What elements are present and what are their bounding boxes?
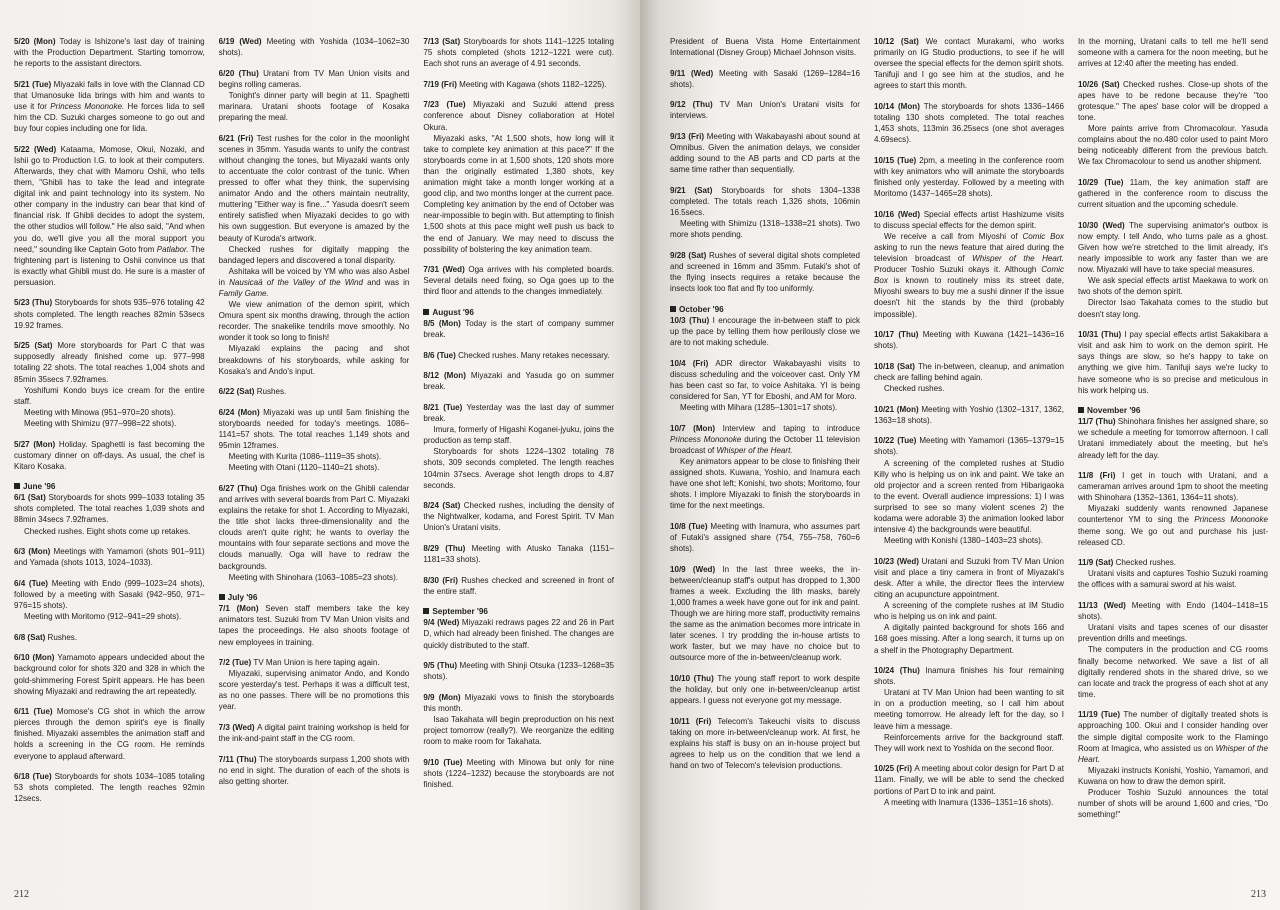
entry-paragraph: Meeting with Otani (1120–1140=21 shots). <box>228 463 380 473</box>
diary-entry <box>670 564 860 664</box>
diary-entry <box>219 754 410 787</box>
entry-date: 9/4 (Wed) <box>423 618 462 628</box>
square-bullet-icon <box>14 483 20 489</box>
entry-date: 6/20 (Thu) <box>218 68 264 78</box>
entry-date: 7/11 (Thu) <box>218 754 260 764</box>
entry-paragraph: 6/24 (Mon) Miyazaki was up until 5am finishing the storyboards needed for today's meetings. 1086–1141=57 shots. The total reaches 1,149 shots and 95min 12frames. <box>218 407 410 451</box>
entry-paragraph: 10/31 (Thu) I pay special effects artist Sakakibara a visit and ask him to work on the demon spirit. He says things are slow, so he's happy to take on anything we give him. Tanifuji says we're lucky to have someone who is so precise and meticulous in his work helping us. <box>1078 330 1268 395</box>
entry-paragraph: In the morning, Uratani calls to tell me he'll send someone with a camera for the noon meeting, but he arrives at 12:40 after the meeting has ended. <box>1078 37 1268 69</box>
entry-paragraph: 6/18 (Tue) Storyboards for shots 1034–1085 totaling 53 shots completed. The length reaches 92min 12secs. <box>14 772 205 804</box>
entry-date: 9/11 (Wed) <box>670 68 719 78</box>
entry-paragraph: The computers in the production and CG rooms finally become networked. We save a list of all digitally rendered shots in the shared drive, so we can locate and track the progress of each shot at any time. <box>1078 645 1268 699</box>
entry-date: 9/9 (Mon) <box>423 692 465 702</box>
entry-paragraph: 10/7 (Mon) Interview and taping to introduce Princess Mononoke during the October 11 television broadcast of Whisper of the Heart. <box>670 423 860 455</box>
entry-paragraph: 10/11 (Fri) Telecom's Takeuchi visits to discuss taking on more in-between/cleanup work. At first, he explains his staff is busy on an in-house project but agrees to help us on the condition that we lend a hand on two of Telecom's television productions. <box>670 716 860 771</box>
month-heading-text: September '96 <box>432 607 488 617</box>
month-heading <box>1078 405 1268 416</box>
entry-date: 10/9 (Wed) <box>670 564 723 574</box>
entry-paragraph: 11/19 (Tue) The number of digitally treated shots is approaching 100. Okui and I consider handing over the simple digital composite work to the Flamingo Room at Imagica, who assisted us on Whisper of the Heart. <box>1078 710 1268 764</box>
entry-paragraph: 6/10 (Mon) Yamamoto appears undecided about the background color for shots 320 and 328 in which the gold-shimmering Forest Spirit appears. He has been showing Miyazaki and redrawing the art repeatedly. <box>14 653 205 696</box>
diary-entry <box>1078 470 1268 548</box>
diary-entry <box>219 657 410 712</box>
month-heading-text: October '96 <box>679 304 724 314</box>
entry-date: 10/17 (Thu) <box>874 330 923 340</box>
entry-paragraph: 8/21 (Tue) Yesterday was the last day of summer break. <box>423 402 615 424</box>
entry-paragraph: 5/20 (Mon) Today is Ishizone's last day of training with the Production Department. Starting tomorrow, he reports to the assistant directors. <box>14 37 205 69</box>
diary-entry <box>874 209 1064 320</box>
entry-paragraph: 6/27 (Thu) Oga finishes work on the Ghibli calendar and arrives with several boards from Part C. Miyazaki explains the retake for shot 1. According to Miyazaki, the title shot lacks three-dimensionality and the clouds aren't quite right; he wants to overlay the mountains with four separate sections and move the clouds manually. Oga will have to redraw the backgrounds. <box>218 483 410 571</box>
diary-entry <box>1078 36 1268 69</box>
entry-date: 10/8 (Tue) <box>670 521 711 531</box>
entry-date: 10/4 (Fri) <box>670 358 716 368</box>
entry-date: 6/10 (Mon) <box>14 653 58 663</box>
entry-date: 5/21 (Tue) <box>14 79 54 89</box>
entry-date: 7/1 (Mon) <box>218 604 266 614</box>
entry-paragraph: 10/26 (Sat) Checked rushes. Close-up shots of the apes have to be redone because they're "too grotesque." The apes' base color will be dropped a tone. <box>1078 79 1268 123</box>
entry-date: 10/30 (Wed) <box>1078 220 1130 230</box>
entry-paragraph: 11/9 (Sat) Checked rushes. <box>1078 558 1176 568</box>
entry-paragraph: Meeting with Kurita (1086–1119=35 shots). <box>228 452 382 462</box>
entry-paragraph: 10/8 (Tue) Meeting with Inamura, who assumes part of Futaki's assigned share (754, 755–758, 760=6 shots). <box>670 521 860 553</box>
entry-paragraph: 9/4 (Wed) Miyazaki redraws pages 22 and 26 in Part D, which had already been finished. The changes are quickly distributed to the staff. <box>423 618 615 650</box>
diary-entry <box>423 350 614 361</box>
entry-paragraph: Miyazaki, supervising animator Ando, and Kondo score yesterday's test. Perhaps it was a difficult test, as no one passes. There will be no promotions this year. <box>218 669 410 712</box>
entry-date: 7/13 (Sat) <box>423 37 464 46</box>
entry-paragraph: A meeting with Inamura (1336–1351=16 shots). <box>884 797 1054 807</box>
entry-paragraph: 10/14 (Mon) The storyboards for shots 1336–1466 totaling 130 shots completed. The total reaches 1,453 shots, 113min 36.25secs (one shot averages 4.69secs). <box>874 101 1064 145</box>
entry-paragraph: 8/24 (Sat) Checked rushes, including the density of the Nightwalker, kodama, and Forest Spirit. TV Man Union's Uratani visits. <box>423 501 615 533</box>
entry-paragraph: 8/5 (Mon) Today is the start of company summer break. <box>423 318 614 340</box>
entry-date: 5/20 (Mon) <box>14 37 60 46</box>
entry-paragraph: 10/3 (Thu) I encourage the in-between staff to pick up the pace by telling them how perilously close we are to not making schedule. <box>670 315 860 347</box>
entry-paragraph: Miyazaki instructs Konishi, Yoshio, Yamamori, and Kuwana on how to draw the demon spirit. <box>1078 765 1268 786</box>
diary-entry <box>1078 709 1268 820</box>
entry-paragraph: 7/19 (Fri) Meeting with Kagawa (shots 1182–1225). <box>423 79 607 89</box>
entry-paragraph: 9/13 (Fri) Meeting with Wakabayashi about sound at Omnibus. Given the animation delays, we consider adding sound to the AB parts and CD parts at the same time rather than sequentially. <box>670 132 860 175</box>
entry-date: 9/13 (Fri) <box>670 132 707 142</box>
square-bullet-icon <box>219 594 225 600</box>
entry-paragraph: 7/2 (Tue) TV Man Union is here taping again. <box>218 658 380 668</box>
entry-date: 8/6 (Tue) <box>423 350 459 360</box>
diary-entry <box>670 673 860 706</box>
diary-entry <box>219 483 410 583</box>
diary-entry <box>219 603 410 647</box>
entry-paragraph: 7/1 (Mon) Seven staff members take the key animators test. Suzuki from TV Man Union visits and tapes the proceedings. He also shoots footage of new employees in training. <box>218 604 410 647</box>
entry-paragraph: Producer Toshio Suzuki announces the total number of shots will be around 1,600 and cries, "Do something!" <box>1078 788 1268 820</box>
diary-entry <box>1078 79 1268 168</box>
month-heading <box>219 592 410 603</box>
entry-paragraph: Meeting with Shinohara (1063–1085=23 shots). <box>228 572 398 582</box>
diary-entry <box>874 665 1064 754</box>
entry-date: 11/9 (Sat) <box>1078 558 1116 568</box>
diary-entry <box>874 361 1064 394</box>
entry-paragraph: 6/1 (Sat) Storyboards for shots 999–1033 totaling 35 shots completed. The total reaches 1,039 shots and 88min 34secs 7.92frames. <box>14 493 205 525</box>
diary-entry <box>670 68 860 90</box>
month-heading-text: August '96 <box>432 307 474 317</box>
diary-entry <box>219 722 410 744</box>
entry-paragraph: 10/30 (Wed) The supervising animator's outbox is now empty. I tell Ando, who turns pale as a ghost. Given how we're stretched to the limit already, it's nearly impossible to work any faster than we are now. Miyazaki will have to take special measures. <box>1078 220 1268 275</box>
entry-paragraph: 11/8 (Fri) I get in touch with Uratani, and a cameraman arrives around 1pm to shoot the meeting with Shinohara (1352–1361, 1364=11 shots). <box>1078 471 1268 503</box>
entry-paragraph: Storyboards for shots 1224–1302 totaling 78 shots, 309 seconds completed. The length reaches 104min 37secs. Average shot length drops to 4.87 seconds. <box>423 447 615 490</box>
diary-entry <box>423 757 614 790</box>
month-heading-text: July '96 <box>227 593 258 603</box>
entry-paragraph: Meeting with Shimizu (1318–1338=21 shots). Two more shots pending. <box>670 219 860 240</box>
entry-date: 10/7 (Mon) <box>670 423 723 433</box>
diary-entry <box>874 435 1064 546</box>
entry-paragraph: Imura, formerly of Higashi Koganei-jyuku, joins the production as temp staff. <box>423 425 615 446</box>
diary-entry <box>423 500 614 533</box>
left-columns <box>14 36 614 876</box>
entry-paragraph: 5/27 (Mon) Holiday. Spaghetti is fast becoming the customary dinner on off-days. As usual, the chef is Kitaro Kosaka. <box>14 439 205 471</box>
entry-date: 6/19 (Wed) <box>218 37 267 46</box>
diary-entry <box>14 632 205 643</box>
entry-paragraph: 6/21 (Fri) Test rushes for the color in the moonlight scenes in 35mm. Yasuda wants to unify the contrast without changing the tones, but Miyazaki wants only to accentuate the color contrast of the tunic. When pressed to offer what they think, the supervising animator Ando and the others maintain neutrality, muttering "Either way is fine..." Yasuda doesn't seem entirely satisfied when Miyazaki decides to go with his own suggestion. But everyone is amazed by the beauty of Kuroda's artwork. <box>218 133 410 243</box>
page-number-left: 212 <box>14 889 29 900</box>
diary-entry <box>423 617 614 650</box>
entry-date: 10/12 (Sat) <box>874 37 926 46</box>
entry-date: 6/24 (Mon) <box>218 407 264 417</box>
entry-date: 5/27 (Mon) <box>14 439 59 449</box>
entry-paragraph: 6/11 (Tue) Momose's CG shot in which the arrow pierces through the demon spirit's eye is finally finished. Miyazaki assembles the animation staff and holds a screening in the CG room. He reminds everyone to applaud afterward. <box>14 707 205 761</box>
entry-date: 8/21 (Tue) <box>423 402 467 412</box>
month-heading <box>423 606 614 617</box>
column-3 <box>423 36 614 876</box>
diary-entry <box>874 329 1064 351</box>
entry-date: 10/25 (Fri) <box>874 764 915 774</box>
entry-date: 9/12 (Thu) <box>670 100 720 110</box>
square-bullet-icon <box>423 608 429 614</box>
entry-date: 10/11 (Fri) <box>670 716 718 726</box>
entry-date: 10/29 (Tue) <box>1078 178 1130 188</box>
entry-date: 10/10 (Thu) <box>670 673 718 683</box>
entry-date: 6/4 (Tue) <box>14 578 52 588</box>
entry-paragraph: 10/24 (Thu) Inamura finishes his four remaining shots. <box>874 666 1064 687</box>
entry-date: 8/30 (Fri) <box>423 575 462 585</box>
diary-entry <box>1078 416 1268 460</box>
right-page <box>640 0 1280 910</box>
month-heading-text: November '96 <box>1087 406 1141 416</box>
diary-entry <box>219 68 410 123</box>
entry-paragraph: 10/17 (Thu) Meeting with Kuwana (1421–1436=16 shots). <box>874 330 1064 351</box>
diary-entry <box>670 716 860 771</box>
diary-entry <box>14 36 205 69</box>
entry-paragraph: 11/7 (Thu) Shinohara finishes her assigned share, so we schedule a meeting for tomorrow afternoon. I call Uratani immediately about the meeting, but he's already left for the day. <box>1078 417 1268 460</box>
entry-date: 11/13 (Wed) <box>1078 601 1132 611</box>
entry-date: 10/16 (Wed) <box>874 209 924 219</box>
entry-paragraph: 7/13 (Sat) Storyboards for shots 1141–1225 totaling 75 shots completed (shots 1212–1221 were cut). Each shot runs an average of 4.91 seconds. <box>423 37 615 69</box>
entry-paragraph: 10/12 (Sat) We contact Murakami, who works primarily on IG Studio productions, to see if he will oversee the special effects for the demon spirit shots. Tanifuji and I go see him at the studios, and he agrees to start this month. <box>874 37 1064 91</box>
entry-paragraph: 10/16 (Wed) Special effects artist Hashizume visits to discuss special effects for the demon spirit. <box>874 209 1064 230</box>
diary-entry <box>874 155 1064 199</box>
entry-paragraph: Meeting with Shimizu (977–998=22 shots). <box>24 418 177 428</box>
diary-entry <box>423 99 614 254</box>
entry-paragraph: 6/20 (Thu) Uratani from TV Man Union visits and begins rolling cameras. <box>218 68 410 89</box>
entry-date: 6/8 (Sat) <box>14 632 48 642</box>
entry-date: 10/15 (Tue) <box>874 155 920 165</box>
entry-paragraph: 7/3 (Wed) A digital paint training workshop is held for the ink-and-paint staff in the CG room. <box>218 723 410 744</box>
entry-date: 6/27 (Thu) <box>218 483 261 493</box>
diary-entry <box>219 36 410 58</box>
diary-entry <box>670 250 860 294</box>
diary-entry <box>423 543 614 565</box>
entry-paragraph: 10/10 (Thu) The young staff report to work despite the holiday, but only one in-between/cleanup artist appears. I guess not everyone got my message. <box>670 673 860 706</box>
entry-paragraph: 6/22 (Sat) Rushes. <box>218 387 287 397</box>
entry-paragraph: 7/31 (Wed) Oga arrives with his completed boards. Several details need fixing, so Oga goes up to the third floor and attends to the changes immediately. <box>423 265 615 297</box>
entry-paragraph: 10/23 (Wed) Uratani and Suzuki from TV Man Union visit and place a tiny camera in front of Miyazaki's desk. After a while, the director flees the interview citing an acupuncture appointment. <box>874 556 1064 600</box>
entry-date: 7/23 (Tue) <box>423 100 474 110</box>
page-number-right: 213 <box>1251 889 1266 900</box>
entry-date: 10/26 (Sat) <box>1078 79 1124 89</box>
entry-paragraph: Key animators appear to be close to finishing their assigned shots. Kuwana, Yoshio, and Inamura each have one shot left; Konishi, two shots; Moritomo, four shots. I implore Miyazaki to finish the storyboards in time for the next meetings. <box>670 456 860 511</box>
entry-paragraph: President of Buena Vista Home Entertainment International (Disney Group) Michael Johnson visits. <box>670 37 860 58</box>
entry-date: 7/31 (Wed) <box>423 265 469 275</box>
entry-paragraph: 9/21 (Sat) Storyboards for shots 1304–1338 completed. The totals reach 1,326 shots, 106min 16.5secs. <box>670 185 860 218</box>
diary-entry <box>219 386 410 397</box>
entry-date: 6/3 (Mon) <box>14 547 54 557</box>
entry-paragraph: Miyazaki suddenly wants renowned Japanese countertenor YM to sing the Princess Mononoke theme song. We go out and purchase his just-released CD. <box>1078 504 1268 547</box>
entry-paragraph: 9/10 (Tue) Meeting with Minowa but only for nine shots (1224–1232) because the storyboards are not finished. <box>423 757 615 789</box>
diary-entry <box>14 652 205 696</box>
entry-date: 6/22 (Sat) <box>218 387 257 397</box>
entry-date: 10/31 (Thu) <box>1078 330 1125 340</box>
entry-paragraph: 8/12 (Mon) Miyazaki and Yasuda go on summer break. <box>423 371 615 392</box>
diary-entry <box>423 692 614 747</box>
entry-date: 5/22 (Wed) <box>14 144 61 154</box>
diary-entry <box>14 297 205 330</box>
entry-date: 8/12 (Mon) <box>423 371 471 381</box>
entry-date: 6/18 (Tue) <box>14 772 55 782</box>
entry-paragraph: 10/29 (Tue) 11am, the key animation staff are gathered in the conference room to discuss the current situation and the upcoming schedule. <box>1078 178 1268 210</box>
entry-paragraph: 6/19 (Wed) Meeting with Yoshida (1034–1062=30 shots). <box>218 37 410 58</box>
entry-paragraph: 9/28 (Sat) Rushes of several digital shots completed and screened in 16mm and 35mm. Futaki's shot of the flying insects requires a retake because the insects look too flat and fly too uniformly. <box>670 250 860 294</box>
diary-entry <box>14 771 205 804</box>
diary-entry <box>670 315 860 348</box>
diary-entry <box>219 133 410 377</box>
month-heading-text: June '96 <box>23 482 56 492</box>
entry-paragraph: 6/3 (Mon) Meetings with Yamamori (shots 901–911) and Yamada (shots 1013, 1024–1033). <box>14 547 205 568</box>
entry-paragraph: 10/15 (Tue) 2pm, a meeting in the conference room with key animators who will animate the storyboards finished only yesterday. Followed by a meeting with Moritomo (1437–1465=28 shots). <box>874 155 1064 199</box>
entry-date: 10/3 (Thu) <box>670 315 713 325</box>
month-heading <box>670 304 860 315</box>
entry-paragraph: Checked rushes. Eight shots come up retakes. <box>24 526 191 536</box>
entry-date: 7/2 (Tue) <box>218 658 254 668</box>
diary-entry <box>423 79 614 90</box>
entry-paragraph: 5/25 (Sat) More storyboards for Part C that was supposedly already finished come up. 977–998 totaling 22 shots. The total reaches 1,004 shots and 85min 35secs 7.92frames. <box>14 341 205 384</box>
right-columns <box>670 36 1268 876</box>
diary-entry <box>423 402 614 491</box>
entry-paragraph: A screening of the completed rushes at Studio Killy who is helping us on ink and paint. We take an old projector and a screen rented from Hibarigaoka to the event. Overall audience impressions: 1) I was surprised to see so many violent scenes 2) the kodama were adorable 3) the animation looked labor intensive 4) the backgrounds were beautiful. <box>874 458 1064 535</box>
entry-paragraph: 5/22 (Wed) Kataama, Momose, Okui, Nozaki, and Ishii go to Production I.G. to look at their computers. Afterwards, they chat with Mamoru Oshii, who tells them, "Ghibli has to take the lead and integrate digital ink and paint technology into its system. No other company in the industry can bear that kind of financial risk. If Ghibli decides to adopt the system, the other studios will follow." He also said, "And when you do, we'll give you all the moral support you need," sounding like Captain Goto from Patlabor. The frightening part is listening to Oshii convince us that is exactly what Ghibli must do. He sure is a master of persuasion. <box>14 144 205 287</box>
diary-entry <box>874 101 1064 145</box>
diary-entry <box>874 404 1064 426</box>
entry-paragraph: 7/11 (Thu) The storyboards surpass 1,200 shots with no end in sight. The duration of each of the shots is also getting shorter. <box>218 754 410 786</box>
entry-paragraph: 9/5 (Thu) Meeting with Shinji Otsuka (1233–1268=35 shots). <box>423 661 615 682</box>
entry-date: 6/21 (Fri) <box>218 133 257 143</box>
diary-entry <box>219 407 410 474</box>
square-bullet-icon <box>423 309 429 315</box>
entry-date: 9/5 (Thu) <box>423 661 460 671</box>
diary-entry <box>1078 177 1268 210</box>
entry-paragraph: 10/25 (Fri) A meeting about color design for Part D at 11am. Finally, we will be able to send the checked portions of Part D to ink and paint. <box>874 764 1064 796</box>
entry-date: 10/21 (Mon) <box>874 404 922 414</box>
column-1 <box>14 36 205 876</box>
entry-paragraph: Reinforcements arrive for the background staff. They will work next to Yoshida on the second floor. <box>874 732 1064 753</box>
entry-date: 11/19 (Tue) <box>1078 710 1124 720</box>
entry-paragraph: 11/13 (Wed) Meeting with Endo (1404–1418=15 shots). <box>1078 601 1268 622</box>
column-2 <box>219 36 410 876</box>
diary-entry <box>423 36 614 69</box>
diary-entry <box>874 763 1064 807</box>
entry-date: 10/24 (Thu) <box>874 666 926 676</box>
entry-paragraph: Meeting with Minowa (951–970=20 shots). <box>24 407 176 417</box>
entry-date: 8/29 (Thu) <box>423 543 472 553</box>
entry-date: 11/7 (Thu) <box>1078 417 1118 427</box>
entry-paragraph: Uratani visits and tapes scenes of our disaster prevention drills and meetings. <box>1078 623 1268 644</box>
column-5 <box>874 36 1064 876</box>
entry-paragraph: 6/8 (Sat) Rushes. <box>14 632 78 642</box>
diary-entry <box>14 706 205 761</box>
entry-date: 9/21 (Sat) <box>670 185 722 195</box>
diary-entry <box>14 439 205 472</box>
diary-entry <box>670 185 860 240</box>
diary-entry <box>423 575 614 597</box>
entry-paragraph: Uratani visits and captures Toshio Suzuki roaming the offices with a samurai sword at his waist. <box>1078 569 1268 590</box>
entry-paragraph: 8/29 (Thu) Meeting with Atusko Tanaka (1151–1181=33 shots). <box>423 543 614 565</box>
entry-paragraph: 10/4 (Fri) ADR director Wakabayashi visits to discuss scheduling and the voiceover cast. Only YM has been cast so far, to voice Ashitaka. YI is being considered for San, YT for Eboshi, and AM for Moro. <box>670 358 860 401</box>
entry-date: 11/8 (Fri) <box>1078 471 1123 481</box>
entry-paragraph: 8/30 (Fri) Rushes checked and screened in front of the entire staff. <box>423 575 615 596</box>
diary-entry <box>423 264 614 297</box>
diary-entry <box>423 318 614 340</box>
entry-paragraph: Ashitaka will be voiced by YM who was also Asbel in Nausicaä of the Valley of the Wind and was in Family Game. <box>218 266 410 298</box>
entry-paragraph: Meeting with Konishi (1380–1403=23 shots). <box>884 536 1044 546</box>
diary-entry <box>14 340 205 429</box>
entry-date: 8/5 (Mon) <box>423 318 466 328</box>
entry-paragraph: We receive a call from Miyoshi of Comic Box asking to run the news feature that aired during the television broadcast of Whisper of the Heart. Producer Toshio Suzuki okays it. Although Comic Box is known to routinely miss its street date, Miyoshi swears to buy me a sushi dinner if the issue doesn't hit the stands by the third (probably impossible). <box>874 231 1064 319</box>
entry-paragraph: More paints arrive from Chromacolour. Yasuda complains about the no.480 color used to paint Moro being noticeably different from the previous batch. We fax Chromacolour to send us another shipment. <box>1078 124 1268 167</box>
entry-paragraph: Meeting with Moritomo (912–941=29 shots). <box>24 612 182 622</box>
entry-date: 5/25 (Sat) <box>14 341 58 351</box>
column-6 <box>1078 36 1268 876</box>
diary-entry <box>14 546 205 568</box>
entry-date: 5/23 (Thu) <box>14 298 55 308</box>
entry-paragraph: Director Isao Takahata comes to the studio but doesn't stay long. <box>1078 298 1268 319</box>
entry-paragraph: Yoshifumi Kondo buys ice cream for the entire staff. <box>14 385 205 406</box>
entry-paragraph: 10/18 (Sat) The in-between, cleanup, and animation check are falling behind again. <box>874 361 1064 382</box>
entry-paragraph: We ask special effects artist Maekawa to work on two shots of the demon spirit. <box>1078 276 1268 297</box>
entry-paragraph: A digitally painted background for shots 166 and 168 goes missing. After a long search, it turns up on a shelf in the Photography Department. <box>874 623 1064 655</box>
diary-entry <box>14 578 205 622</box>
entry-paragraph: We view animation of the demon spirit, which Omura spent six months drawing, through the action recorder. The snakelike tendrils move smoothly. No wonder it took so long to finish! <box>218 300 410 343</box>
entry-date: 6/11 (Tue) <box>14 707 57 717</box>
entry-date: 10/18 (Sat) <box>874 361 918 371</box>
diary-entry <box>1078 557 1268 590</box>
entry-date: 10/14 (Mon) <box>874 101 924 111</box>
entry-paragraph: Isao Takahata will begin preproduction on his next project tomorrow (really?). We reorganize the editing room to make room for Takahata. <box>423 715 615 747</box>
diary-entry <box>874 556 1064 656</box>
diary-entry <box>1078 329 1268 396</box>
month-heading <box>14 481 205 492</box>
diary-entry <box>670 423 860 512</box>
diary-entry <box>1078 220 1268 320</box>
entry-paragraph: Meeting with Mihara (1285–1301=17 shots). <box>680 402 838 412</box>
entry-date: 9/28 (Sat) <box>670 250 710 260</box>
entry-date: 7/3 (Wed) <box>218 723 258 733</box>
entry-paragraph: A screening of the complete rushes at IM Studio who is helping us on ink and paint. <box>874 601 1064 622</box>
entry-paragraph: 5/21 (Tue) Miyazaki falls in love with the Clannad CD that Umanosuke Iida brings with him and wants to use it for Princess Mononoke. He forces Iida to sell him the CD. Suzuki charges someone to go out and buy four copies including one for Iida. <box>14 79 205 134</box>
column-4 <box>670 36 860 876</box>
entry-paragraph: Uratani at TV Man Union had been wanting to sit in on a production meeting, so I call him about meeting tomorrow. He already left for the day, so I leave him a message. <box>874 688 1064 731</box>
square-bullet-icon <box>1078 407 1084 413</box>
entry-paragraph: Checked rushes. <box>884 384 945 394</box>
diary-entry <box>670 131 860 175</box>
diary-entry <box>670 99 860 121</box>
entry-date: 10/22 (Tue) <box>874 436 920 446</box>
entry-date: 9/10 (Tue) <box>423 757 467 767</box>
diary-entry <box>14 144 205 288</box>
entry-paragraph: Checked rushes for digitally mapping the bandaged lepers and discovered a tonal disparity. <box>218 244 410 265</box>
entry-date: 7/19 (Fri) <box>423 79 460 89</box>
entry-paragraph: Tonight's dinner party will begin at 11. Spaghetti marinara. Uratani shoots footage of Kosaka preparing the meal. <box>218 90 410 123</box>
entry-paragraph: 9/12 (Thu) TV Man Union's Uratani visits for interviews. <box>670 100 860 121</box>
diary-entry <box>670 358 860 413</box>
diary-entry <box>14 79 205 134</box>
square-bullet-icon <box>670 306 676 312</box>
entry-paragraph: 10/21 (Mon) Meeting with Yoshio (1302–1317, 1362, 1363=18 shots). <box>874 404 1064 425</box>
entry-paragraph: Miyazaki explains the pacing and shot breakdowns of his storyboards, while asking for Kosaka's and Ando's input. <box>218 344 410 376</box>
diary-entry <box>1078 600 1268 700</box>
entry-date: 6/1 (Sat) <box>14 493 49 503</box>
entry-paragraph: 9/9 (Mon) Miyazaki vows to finish the storyboards this month. <box>423 692 615 713</box>
entry-paragraph: 9/11 (Wed) Meeting with Sasaki (1269–1284=16 shots). <box>670 68 860 89</box>
diary-entry <box>874 36 1064 91</box>
diary-entry <box>670 36 860 58</box>
entry-date: 10/23 (Wed) <box>874 556 922 566</box>
entry-paragraph: Miyazaki asks, "At 1,500 shots, how long will it take to complete key animation at this pace?" If the storyboards come in at 1,500 shots, 120 shots more than the originally estimated 1,380 shots, key animation might take a month longer working at a good clip, and two months longer at the current pace. Completing key animation by the end of October was near-impossible to begin with. But attempting to finish 1,500 shots at this pace might well push us back to the end of January. We may need to discuss the possibility of bolstering the key animation team. <box>423 133 615 254</box>
diary-entry <box>670 521 860 554</box>
entry-paragraph: 10/22 (Tue) Meeting with Yamamori (1365–1379=15 shots). <box>874 436 1064 457</box>
diary-entry <box>423 370 614 392</box>
entry-paragraph: 8/6 (Tue) Checked rushes. Many retakes necessary. <box>423 350 610 360</box>
diary-entry <box>14 492 205 536</box>
diary-entry <box>423 660 614 682</box>
entry-date: 8/24 (Sat) <box>423 501 464 511</box>
entry-paragraph: 7/23 (Tue) Miyazaki and Suzuki attend press conference about Disney collaboration at Hotel Okura. <box>423 100 615 132</box>
entry-paragraph: 5/23 (Thu) Storyboards for shots 935–976 totaling 42 shots completed. The length reaches 82min 53secs 19.92 frames. <box>14 298 205 330</box>
entry-paragraph: 10/9 (Wed) In the last three weeks, the in-between/cleanup staff's output has dropped to 1,300 frames a week. Excluding the lith masks, barely 1,000 frames a week have gone out for ink and paint. Though we are hiring more staff, productivity remains the same as the animation becomes more intricate in later scenes. I try prodding the in-house artists to work faster, but we may have no choice but to outsource more of the in-between/cleanup work. <box>670 564 860 663</box>
entry-paragraph: 6/4 (Tue) Meeting with Endo (999–1023=24 shots), followed by a meeting with Sasaki (942–950, 971–976=15 shots). <box>14 578 205 611</box>
month-heading <box>423 307 614 318</box>
